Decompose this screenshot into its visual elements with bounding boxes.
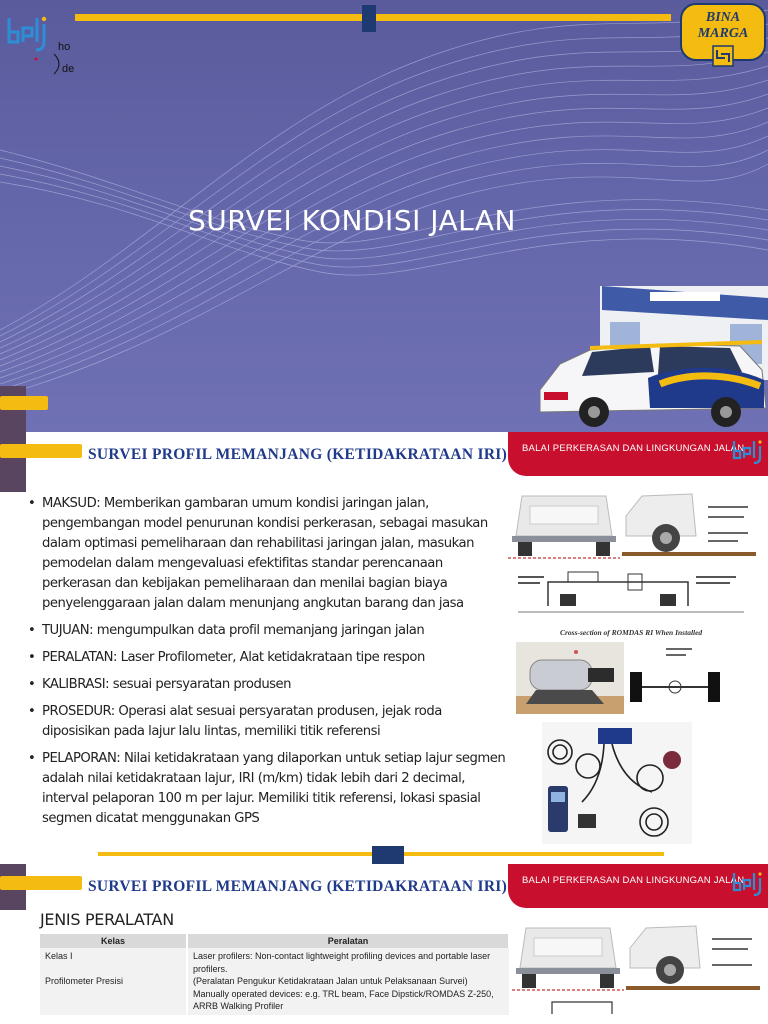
institution-banner — [508, 864, 768, 908]
institution-banner-text: BALAI PERKERASAN DAN LINGKUNGAN JALAN — [522, 443, 745, 454]
table-row — [40, 948, 509, 1015]
svg-text:de: de — [62, 63, 75, 75]
left-panel-decoration — [0, 432, 26, 492]
top-accent-square — [362, 5, 376, 32]
car-side-sensor-photo — [622, 486, 756, 562]
bullet-tujuan: • TUJUAN: mengumpulkan data profil memanjang jaringan jalan — [34, 621, 508, 641]
table-cell-peralatan — [187, 948, 509, 1015]
bplj-logo-icon — [732, 870, 766, 896]
header-accent-bar — [0, 876, 82, 890]
bullet-pelaporan: • PELAPORAN: Nilai ketidakrataan yang dilaporkan untuk setiap lajur segmen adalah nilai ketidakrataan lajur, IRI (m/km) tidak lebih dari 2 decimal, interval pelaporan 100 m per lajur. Memiliki titik referensi, lokasi spasial segmen dicatat menggunakan GPS — [34, 749, 508, 829]
car-side-sensor-photo — [626, 918, 760, 998]
car-front-sensor-photo — [512, 918, 624, 1024]
header-accent-bar — [0, 444, 82, 458]
bullet-prosedur: • PROSEDUR: Operasi alat sesuai persyaratan produsen, jejak roda diposisikan pada lajur lalu lintas, memiliki titik referensi — [34, 702, 508, 742]
section-title: SURVEI PROFIL MEMANJANG (KETIDAKRATAAN IRI) — [88, 446, 508, 463]
institution-banner — [508, 432, 768, 476]
kelas-label: Kelas I — [45, 951, 73, 961]
bullet-peralatan: • PERALATAN: Laser Profilometer, Alat ketidakrataan tipe respon — [34, 648, 508, 668]
table-header-row — [40, 934, 509, 948]
slide-title: SURVEI KONDISI JALAN — [187, 204, 517, 237]
car-front-sensor-photo — [508, 486, 620, 562]
bullet-kalibrasi: • KALIBRASI: sesuai persyaratan produsen — [34, 675, 508, 695]
svg-text:ho: ho — [58, 41, 71, 53]
table-cell-kelas — [40, 948, 187, 1015]
title-slide — [0, 0, 768, 432]
bullet-list — [34, 494, 508, 836]
institution-banner-text: BALAI PERKERASAN DAN LINGKUNGAN JALAN — [522, 875, 745, 886]
profilometer-equipment-photo — [542, 722, 692, 844]
bina-marga-emblem-icon — [712, 45, 734, 67]
bina-marga-logo — [680, 3, 766, 61]
bullet-maksud: • MAKSUD: Memberikan gambaran umum kondisi jaringan jalan, pengembangan model penurunan kondisi perkerasan, sebagai masukan dalam optimasi pemeliharaan dan rehabilitasi jaringan jalan, masukan pemodelan dalam mengevaluasi efektifitas standar perencanaan perkerasan dan kebijakan pemeliharaan dan menilai bagian biaya penyelenggaraan jalan dalam menunjang angkutan barang dan jasa — [34, 494, 508, 614]
equipment-table — [40, 934, 510, 1015]
bplj-logo-icon — [732, 438, 766, 464]
table-header-peralatan: Peralatan — [187, 934, 509, 948]
peralatan-line: (Peralatan Pengukur Ketidakrataan Jalan untuk Pelaksanaan Survei) — [193, 976, 468, 986]
kelas-description: Profilometer Presisi — [45, 975, 124, 986]
content-slide-profil — [0, 432, 768, 864]
section-title: SURVEI PROFIL MEMANJANG (KETIDAKRATAAN IRI) — [88, 878, 508, 895]
accelerometer-device-photo — [516, 642, 624, 714]
table-header-kelas: Kelas — [40, 934, 187, 948]
bplj-logo-icon — [6, 14, 96, 80]
wheel-axle-diagram — [626, 642, 756, 714]
left-accent-bar — [0, 396, 48, 410]
bina-marga-logo-text: BINA MARGA — [697, 10, 749, 41]
bottom-accent-square — [372, 846, 404, 864]
peralatan-line: Manually operated devices: e.g. TRL beam, Face Dipstick/ROMDAS Z-250, ARRB Walking Profiler — [193, 988, 494, 1011]
content-slide-peralatan — [0, 864, 768, 1024]
section-subtitle: JENIS PERALATAN — [40, 910, 174, 929]
figure-caption: Cross-section of ROMDAS RI When Installed — [560, 628, 703, 637]
peralatan-line: Laser profilers: Non-contact lightweight profiling devices and portable laser profilers. — [193, 951, 491, 974]
survey-van-icon — [530, 280, 768, 432]
